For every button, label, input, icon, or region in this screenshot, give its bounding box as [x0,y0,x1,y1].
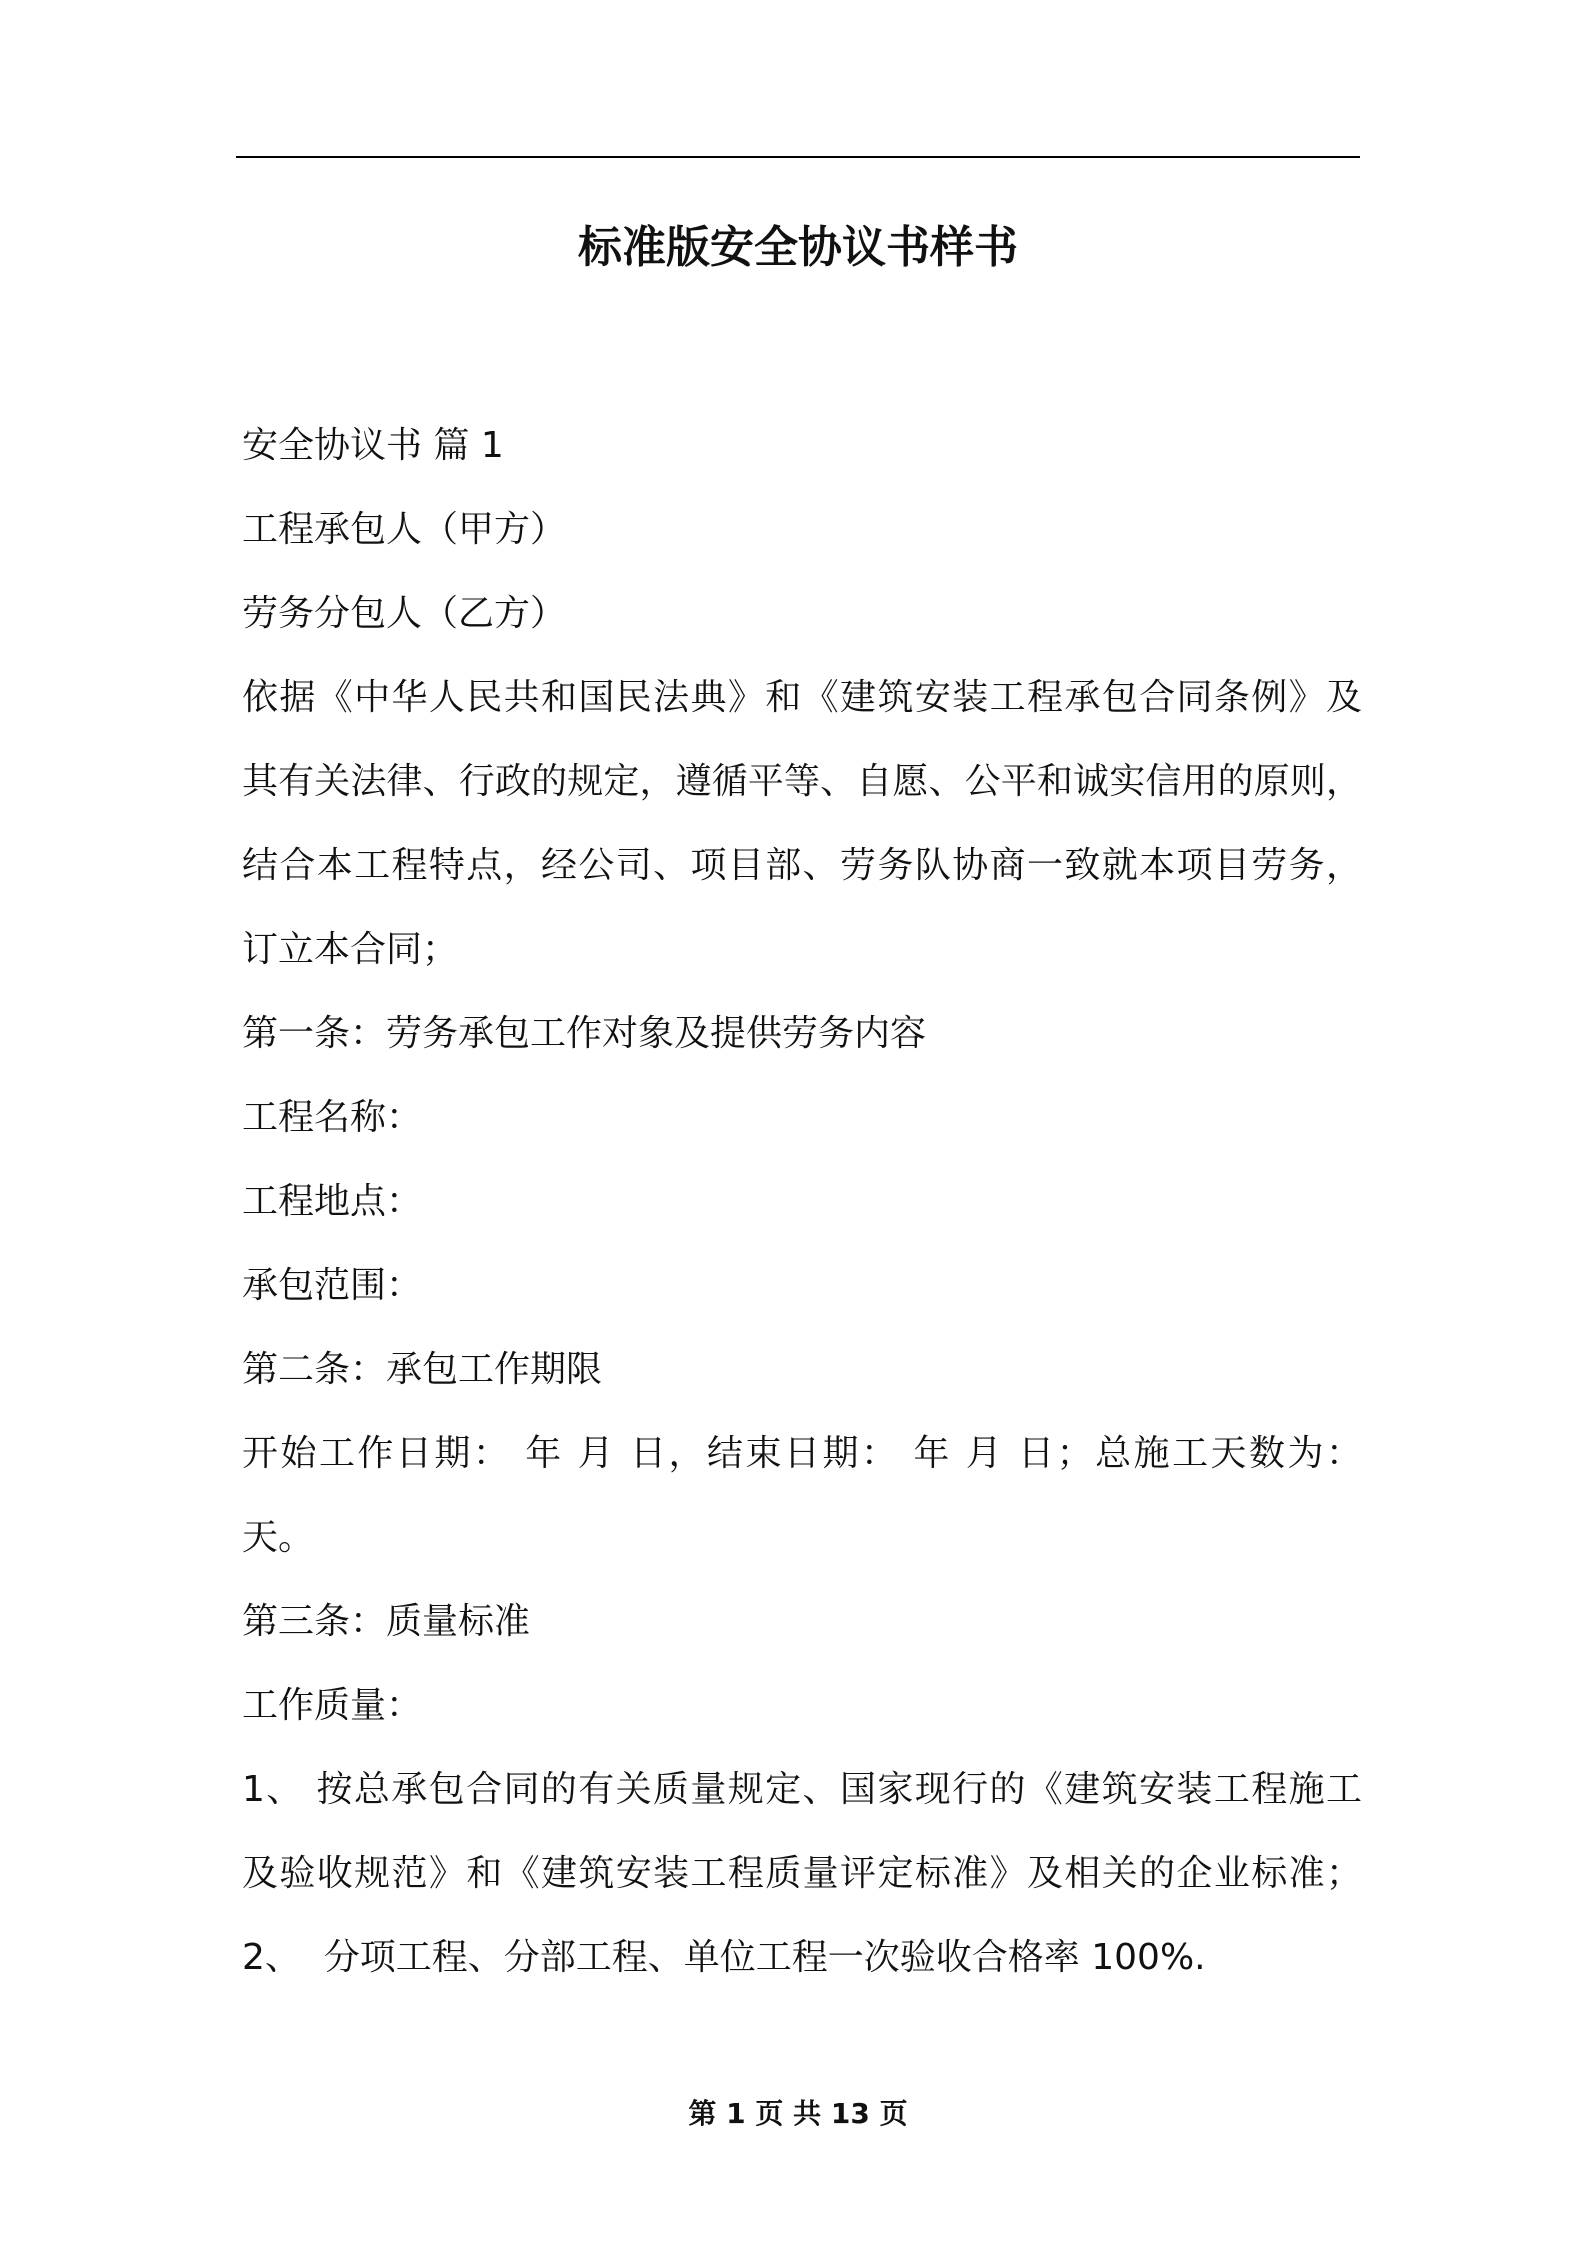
field-label: 承包范围： [242,1265,423,1306]
article-heading: 第二条：承包工作期限 [242,1349,603,1390]
document-title: 标准版安全协议书样书 [578,222,1018,273]
field-label: 工程名称： [242,1097,423,1138]
article-heading: 第一条：劳务承包工作对象及提供劳务内容 [242,1013,927,1054]
paragraph-line: 开始工作日期： 年 月 日，结束日期： 年 月 日；总施工天数为： [242,1433,1362,1474]
section-heading: 安全协议书 篇 1 [242,425,504,466]
header-rule [236,156,1360,158]
field-label: 工程地点： [242,1181,423,1222]
paragraph-line: 订立本合同； [242,929,459,970]
paragraph-line: 结合本工程特点，经公司、项目部、劳务队协商一致就本项目劳务， [242,845,1362,886]
article-heading: 第三条：质量标准 [242,1601,531,1642]
paragraph-line: 其有关法律、行政的规定，遵循平等、自愿、公平和诚实信用的原则， [242,761,1362,802]
paragraph-line: 依据《中华人民共和国民法典》和《建筑安装工程承包合同条例》及 [242,677,1362,718]
field-label: 工作质量： [242,1685,423,1726]
list-item-line: 2、 分项工程、分部工程、单位工程一次验收合格率 100%. [242,1937,1206,1978]
list-item-line: 及验收规范》和《建筑安装工程质量评定标准》及相关的企业标准； [242,1853,1362,1894]
paragraph-line: 天。 [242,1517,315,1558]
page-number-footer: 第 1 页 共 13 页 [688,2097,908,2130]
list-item-line: 1、 按总承包合同的有关质量规定、国家现行的《建筑安装工程施工 [242,1769,1362,1810]
document-body [242,404,1362,2000]
party-b-line: 劳务分包人（乙方） [242,593,567,634]
party-a-line: 工程承包人（甲方） [242,509,567,550]
